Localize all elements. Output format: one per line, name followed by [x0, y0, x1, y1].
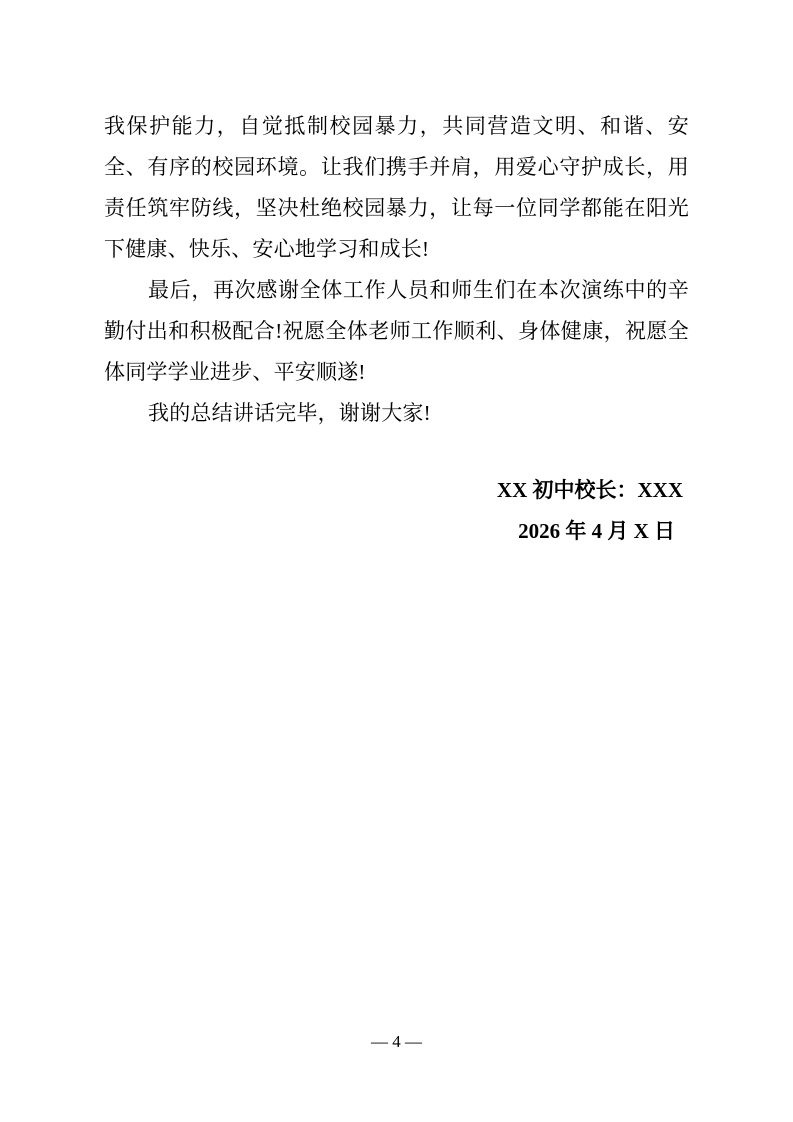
page-number: — 4 —	[371, 1032, 422, 1051]
signature-block	[104, 470, 689, 552]
paragraph-1: 我保护能力，自觉抵制校园暴力，共同营造文明、和谐、安全、有序的校园环境。让我们携手并肩，用爱心守护成长，用责任筑牢防线，坚决杜绝校园暴力，让每一位同学都能在阳光下健康、快乐、安心地学习和成长!	[104, 114, 689, 261]
paragraph-2: 最后，再次感谢全体工作人员和师生们在本次演练中的辛勤付出和积极配合!祝愿全体老师工作顺利、身体健康，祝愿全体同学学业进步、平安顺遂!	[104, 278, 689, 384]
page-footer	[0, 1032, 793, 1052]
paragraph-3: 我的总结讲话完毕，谢谢大家!	[148, 401, 431, 425]
document-body	[104, 106, 689, 552]
signature-name: XX 初中校长：XXX	[496, 478, 683, 502]
signature-date: 2026 年 4 月 X 日	[518, 519, 675, 543]
